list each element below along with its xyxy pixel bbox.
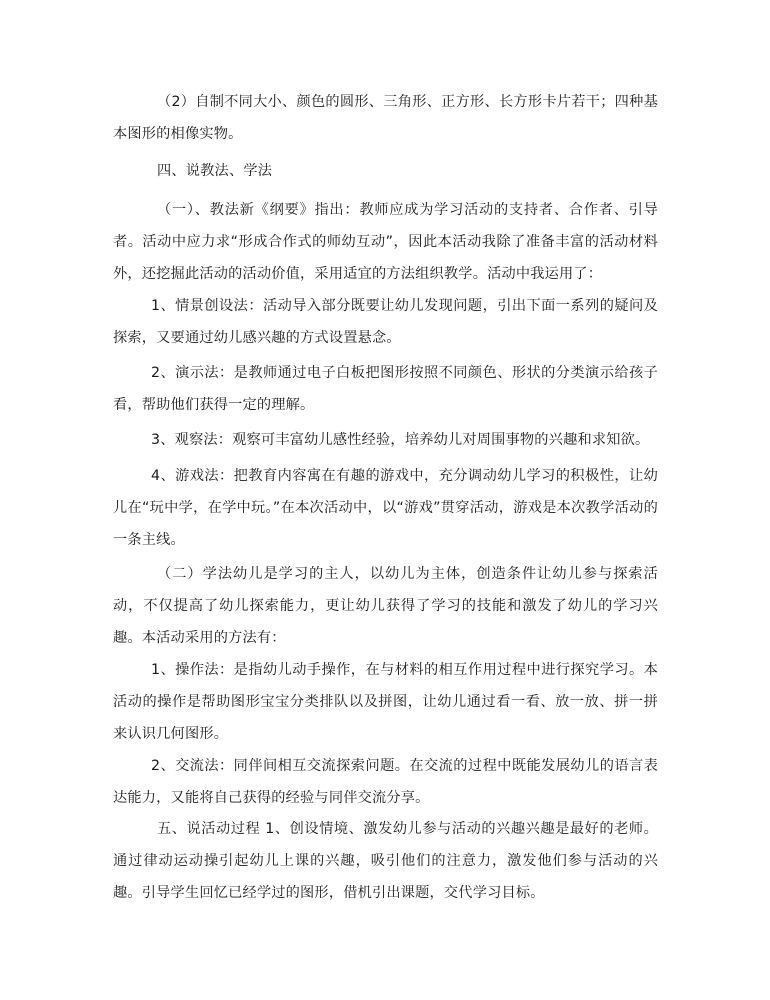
paragraph-teaching-method-intro: （一）、教法新《纲要》指出：教师应成为学习活动的支持者、合作者、引导者。活动中应力求“形成合作式的师幼互动”，因此本活动我除了准备丰富的活动材料外，还挖掘此活动的活动价值，采用适宜的方法组织教学。活动中我运用了： [113, 202, 658, 282]
paragraph-materials-2: （2）自制不同大小、颜色的圆形、三角形、正方形、长方形卡片若干；四种基本图形的相像实物。 [113, 94, 658, 142]
paragraph-activity-process: 五、说活动过程 1、创设情境、激发幼儿参与活动的兴趣兴趣是最好的老师。通过律动运动操引起幼儿上课的兴趣，吸引他们的注意力，激发他们参与活动的兴趣。引导学生回忆已经学过的图形，借机引出课题，交代学习目标。 [113, 821, 658, 901]
paragraph-learning-method-intro: （二）学法幼儿是学习的主人，以幼儿为主体，创造条件让幼儿参与探索活动，不仅提高了幼儿探索能力，更让幼儿获得了学习的技能和激发了幼儿的学习兴趣。本活动采用的方法有： [113, 566, 658, 646]
paragraph-method-2: 2、演示法：是教师通过电子白板把图形按照不同颜色、形状的分类演示给孩子看，帮助他们获得一定的理解。 [113, 365, 658, 413]
paragraph-method-1: 1、情景创设法：活动导入部分既要让幼儿发现问题，引出下面一系列的疑问及探索，又要通过幼儿感兴趣的方式设置悬念。 [113, 298, 658, 346]
heading-teaching-methods: 四、说教法、学法 [157, 163, 273, 179]
paragraph-method-3: 3、观察法：观察可丰富幼儿感性经验，培养幼儿对周围事物的兴趣和求知欲。 [151, 432, 650, 448]
paragraph-method-4: 4、游戏法：把教育内容寓在有趣的游戏中，充分调动幼儿学习的积极性，让幼儿在“玩中学，在学中玩。”在本次活动中，以“游戏”贯穿活动，游戏是本次教学活动的一条主线。 [113, 468, 658, 548]
paragraph-learning-method-2: 2、交流法：同伴间相互交流探索问题。在交流的过程中既能发展幼儿的语言表达能力，又能将自己获得的经验与同伴交流分享。 [113, 758, 658, 806]
paragraph-learning-method-1: 1、操作法：是指幼儿动手操作，在与材料的相互作用过程中进行探究学习。本活动的操作是帮助图形宝宝分类排队以及拼图，让幼儿通过看一看、放一放、拼一拼来认识几何图形。 [113, 662, 658, 742]
